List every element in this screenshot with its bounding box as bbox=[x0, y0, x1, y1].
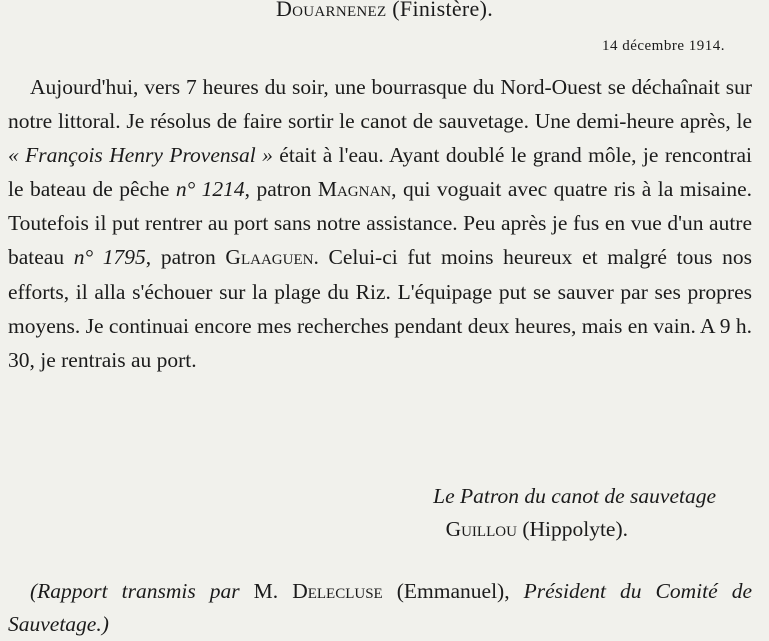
heading-region: (Finistère). bbox=[392, 0, 494, 21]
note-open: (Rapport transmis par bbox=[30, 579, 240, 603]
transmission-note bbox=[8, 575, 752, 641]
boat-number-1: n° 1214 bbox=[175, 177, 245, 202]
signature-surname: Guillou bbox=[445, 517, 517, 541]
note-given: (Emmanuel), bbox=[382, 579, 524, 603]
boat-name: « François Henry Provensal » bbox=[8, 143, 273, 168]
signature-title: Le Patron du canot de sauvetage bbox=[433, 484, 716, 508]
signature-firstname: (Hippolyte). bbox=[522, 517, 628, 541]
report-text-6: . Celui-ci fut moins heureux et malgré tous nos efforts, il alla s'échouer sur la plage du Riz. L'équipage put se sauver par ses propres moyens. Je continuai encore mes recherches pendant deux heures, mais en vain. A 9 h. 30, je rentrais au port. bbox=[8, 245, 752, 372]
heading-place: Douarnenez bbox=[275, 0, 387, 21]
report-date: 14 décembre 1914. bbox=[601, 38, 725, 54]
report-text-4: , qui voguait avec quatre ris à la misaine. Toutefois il put rentrer au port sans notre assistance. Peu après je fus en vue d'un autre bateau bbox=[8, 177, 752, 270]
skipper-1: Magnan bbox=[317, 177, 392, 202]
report-body bbox=[8, 70, 752, 377]
signature-name bbox=[0, 513, 716, 546]
note-mr: M. bbox=[239, 579, 293, 603]
note-role: Président du Comité de Sauvetage.) bbox=[8, 579, 752, 636]
note-name: Delecluse bbox=[292, 579, 383, 603]
report-heading bbox=[0, 0, 769, 22]
boat-number-2: n° 1795 bbox=[73, 245, 146, 270]
report-text-1: Aujourd'hui, vers 7 heures du soir, une bourrasque du Nord-Ouest se déchaînait sur notre littoral. Je résolus de faire sortir le canot de sauvetage. Une demi-heure après, le bbox=[8, 75, 752, 134]
report-text-3: , patron bbox=[244, 177, 318, 202]
report-text-5: , patron bbox=[145, 245, 226, 270]
skipper-2: Glaaguen bbox=[225, 245, 314, 270]
signature-block bbox=[0, 480, 716, 546]
report-text-2: était à l'eau. Ayant doublé le grand môle, je rencontrai le bateau de pêche bbox=[8, 143, 752, 202]
